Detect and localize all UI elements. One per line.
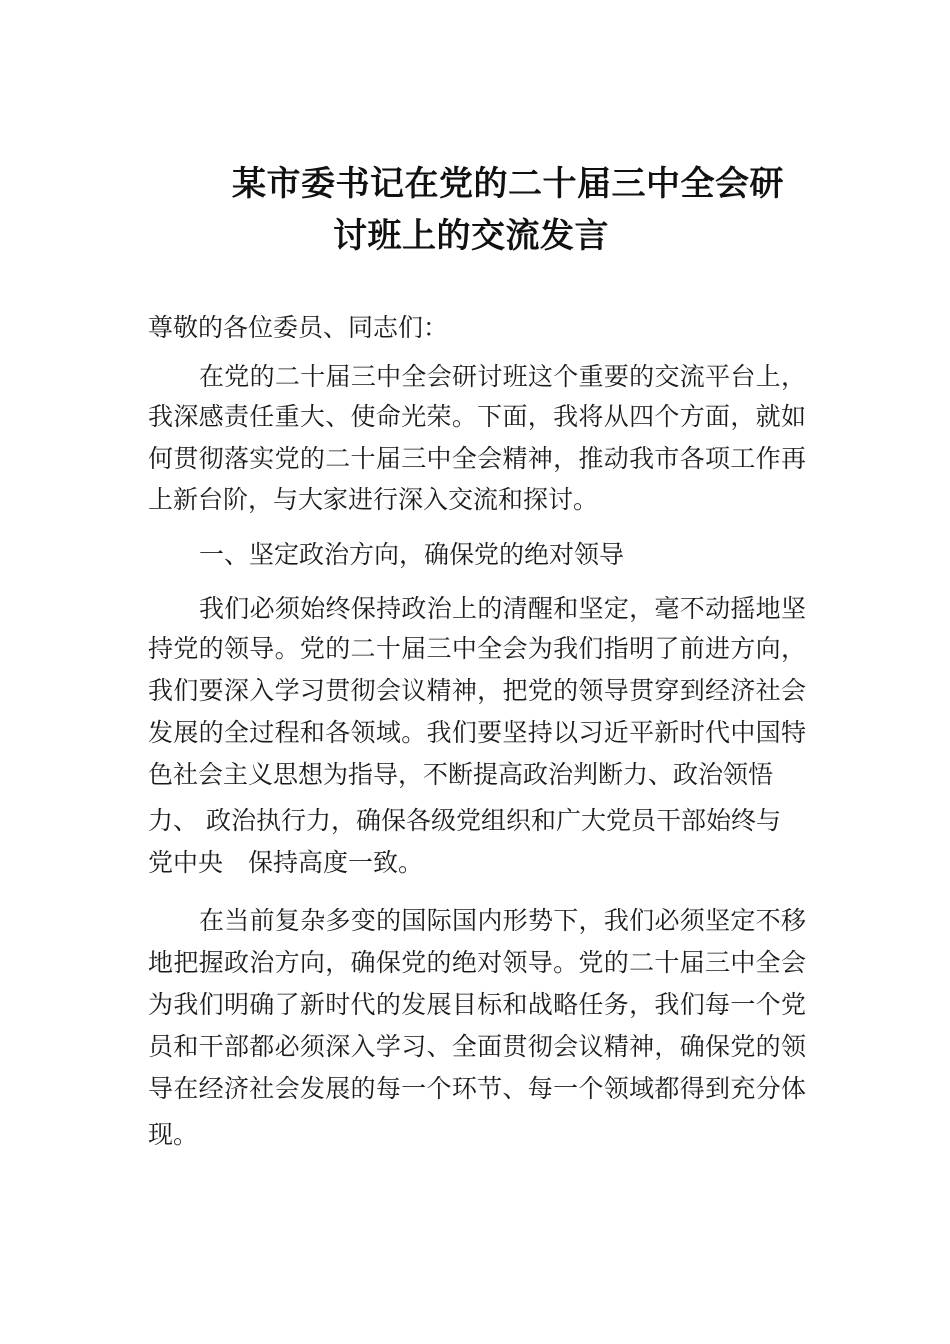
paragraph-line: 地把握政治方向，确保党的绝对领导。党的二十届三中全会 [148,948,806,977]
paragraph-line: 党中央 保持高度一致。 [148,848,424,877]
paragraph-line: 发展的全过程和各领域。我们要坚持以习近平新时代中国特 [148,718,806,747]
paragraph-line: 我们必须始终保持政治上的清醒和坚定，毫不动摇地坚 [199,594,806,623]
paragraph-line: 持党的领导。党的二十届三中全会为我们指明了前进方向， [148,634,806,663]
paragraph-line: 在党的二十届三中全会研讨班这个重要的交流平台上， [199,362,806,391]
salutation: 尊敬的各位委员、同志们： [148,313,449,342]
paragraph-line: 何贯彻落实党的二十届三中全会精神，推动我市各项工作再 [148,444,806,473]
paragraph-line: 力、 政治执行力，确保各级党组织和广大党员干部始终与 [148,806,781,835]
document-title-line-2: 讨班上的交流发言 [333,216,609,256]
paragraph-line: 在当前复杂多变的国际国内形势下，我们必须坚定不移 [199,906,806,935]
paragraph-line: 色社会主义思想为指导，不断提高政治判断力、政治领悟 [148,760,774,789]
paragraph-line: 员和干部都必须深入学习、全面贯彻会议精神，确保党的领 [148,1032,806,1061]
paragraph-line: 导在经济社会发展的每一个环节、每一个领域都得到充分体 [148,1074,806,1103]
section-heading: 一、坚定政治方向，确保党的绝对领导 [199,540,625,569]
paragraph-line: 我深感责任重大、使命光荣。下面，我将从四个方面，就如 [148,402,806,431]
paragraph-line: 现。 [148,1120,199,1149]
paragraph-line: 上新台阶，与大家进行深入交流和探讨。 [148,485,599,514]
paragraph-line: 我们要深入学习贯彻会议精神，把党的领导贯穿到经济社会 [148,676,806,705]
paragraph-line: 为我们明确了新时代的发展目标和战略任务，我们每一个党 [148,990,806,1019]
document-title-line-1: 某市委书记在党的二十届三中全会研 [232,164,784,204]
